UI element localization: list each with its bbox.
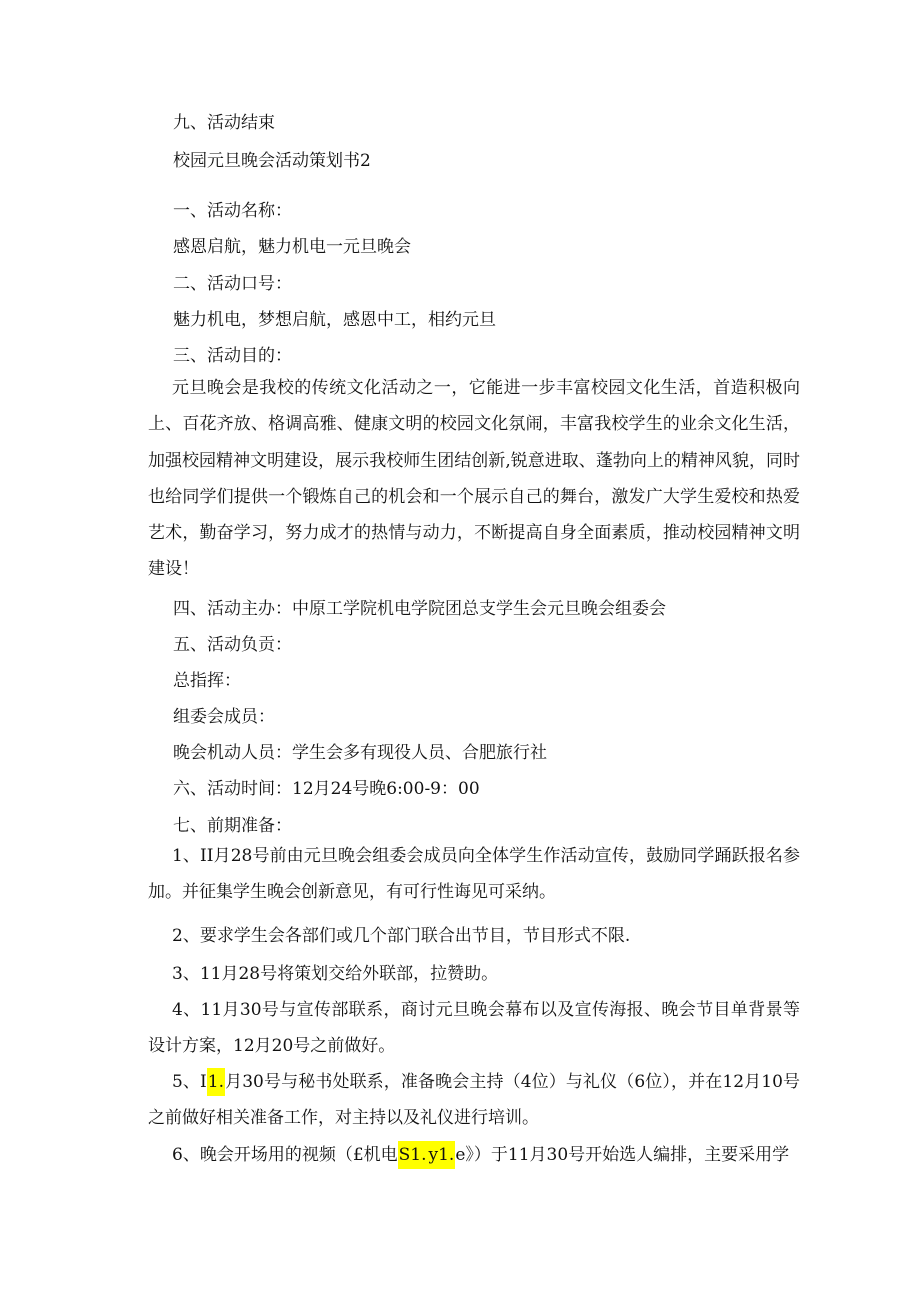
mobile-staff: 晚会机动人员：学生会多有现役人员、合肥旅行社 xyxy=(173,743,547,763)
section-2-heading: 二、活动口号： xyxy=(173,274,292,294)
committee-members: 组委会成员： xyxy=(173,707,275,727)
prep-item-2: 2、要求学生会各部们或几个部门联合出节目，节目形式不限. xyxy=(172,926,631,946)
prep-item-5-rest: 月30号与秘书处联系，准备晚会主持（4位）与礼仪（6位），并在12月10号之前做好相关准备工作，对主持以及礼仪进行培训。 xyxy=(148,1072,800,1129)
prep-item-6 xyxy=(148,1137,800,1173)
section-7-heading: 七、前期准备： xyxy=(173,816,292,836)
chief-director: 总指挥： xyxy=(173,671,241,691)
section-4-organizer: 四、活动主办：中原工学院机电学院团总支学生会元旦晚会组委会 xyxy=(173,599,666,619)
section-1-heading: 一、活动名称： xyxy=(173,201,292,221)
highlighted-text: S1. xyxy=(398,1141,428,1169)
prep-item-5 xyxy=(148,1064,800,1137)
prep-item-1: 1、II月28号前由元旦晚会组委会成员向全体学生作活动宣传，鼓励同学踊跃报名参加。并征集学生晚会创新意见，有可行性诲见可采纳。 xyxy=(148,846,800,903)
activity-name: 感恩启航，魅力机电一元旦晚会 xyxy=(173,237,411,257)
prep-item-6-prefix: 6、晚会开场用的视频（£机电 xyxy=(172,1145,398,1165)
highlighted-text: 1. xyxy=(207,1068,225,1096)
highlighted-text: y1. xyxy=(428,1141,456,1169)
section-6-time: 六、活动时间：12月24号晚6:00-9：00 xyxy=(173,779,480,799)
section-9-heading: 九、活动结束 xyxy=(173,113,275,133)
prep-item-5-prefix: 5、I xyxy=(172,1072,207,1092)
prep-item-3: 3、11月28号将策划交给外联部，拉赞助。 xyxy=(172,964,499,984)
section-3-heading: 三、活动目的： xyxy=(173,346,292,366)
prep-item-4: 4、11月30号与宣传部联系，商讨元旦晚会幕布以及宣传海报、晚会节目单背景等设计方案，12月20号之前做好。 xyxy=(148,1000,800,1057)
activity-slogan: 魅力机电，梦想启航，感恩中工，相约元旦 xyxy=(173,310,496,330)
section-5-heading: 五、活动负贡： xyxy=(173,635,292,655)
purpose-paragraph: 元旦晚会是我校的传统文化活动之一，它能进一步丰富校园文化生活，首造积极向上、百花齐放、格调高雅、健康文明的校园文化氛闹，丰富我校学生的业余文化生活，加强校园精神文明建设，展示我校师生团结创新,锐意进取、蓬勃向上的精神风貌，同时也给同学们提供一个锻炼自己的机会和一个展示自己的舞台，激发广大学生爱校和热爱艺术，勤奋学习，努力成才的热情与动力，不断提高自身全面素质，推动校园精神文明建设！ xyxy=(148,378,800,580)
prep-item-6-rest: e》）于11月30号开始选人编排，主要采用学 xyxy=(455,1145,790,1165)
document-title: 校园元旦晚会活动策划书2 xyxy=(173,151,371,171)
